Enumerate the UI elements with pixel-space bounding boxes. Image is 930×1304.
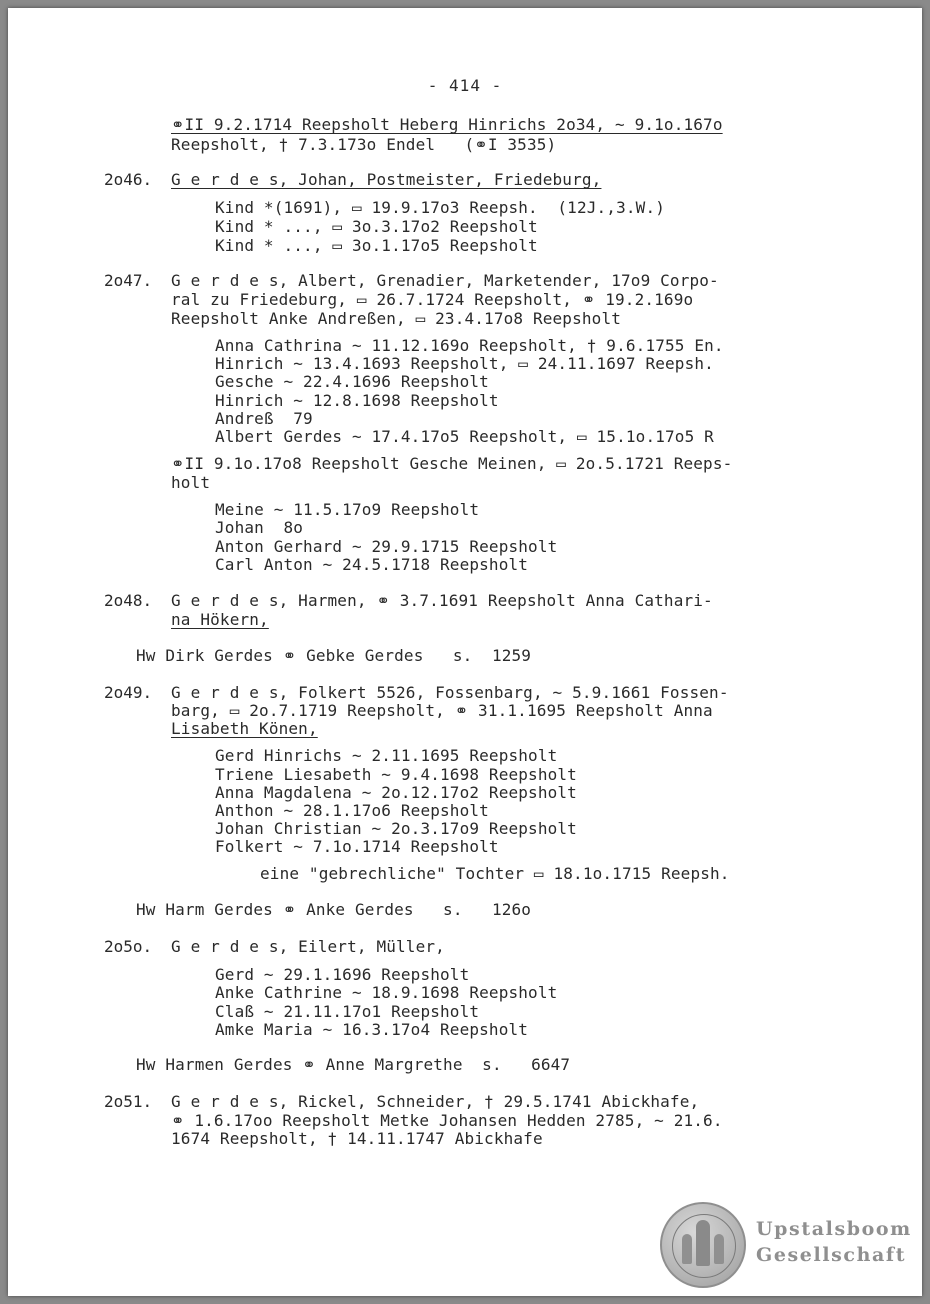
hw-reference: Hw Harmen Gerdes ⚭ Anne Margrethe s. 6647	[136, 1055, 571, 1074]
child-line: Triene Liesabeth ~ 9.4.1698 Reepsholt	[215, 765, 577, 784]
entry-heading: na Hökern,	[171, 610, 269, 629]
entry-number: 2o51.	[104, 1092, 153, 1111]
entry-heading: ral zu Friedeburg, ▭ 26.7.1724 Reepsholt, ⚭ 19.2.169o	[171, 290, 694, 309]
entry-heading: barg, ▭ 2o.7.1719 Reepsholt, ⚭ 31.1.1695 Reepsholt Anna	[171, 701, 713, 720]
page-number: - 414 -	[427, 76, 503, 95]
hw-reference: Hw Dirk Gerdes ⚭ Gebke Gerdes s. 1259	[136, 646, 532, 665]
org-name-line2: Gesellschaft	[756, 1244, 907, 1266]
marriage-line: ⚭II 9.1o.17o8 Reepsholt Gesche Meinen, ▭ 2o.5.1721 Reeps-	[171, 454, 733, 473]
child-line: Andreß 79	[215, 409, 313, 428]
marriage-line: holt	[171, 473, 211, 492]
entry-2045-line: ⚭II 9.2.1714 Reepsholt Heberg Hinrichs 2o34, ~ 9.1o.167o	[171, 115, 723, 134]
child-line: Anthon ~ 28.1.17o6 Reepsholt	[215, 801, 489, 820]
entry-heading: G e r d e s, Eilert, Müller,	[171, 937, 445, 956]
entry-heading: G e r d e s, Harmen, ⚭ 3.7.1691 Reepsholt Anna Cathari-	[171, 591, 713, 610]
child-line: Hinrich ~ 12.8.1698 Reepsholt	[215, 391, 499, 410]
child-line: Johan Christian ~ 2o.3.17o9 Reepsholt	[215, 819, 577, 838]
entry-heading: G e r d e s, Albert, Grenadier, Marketender, 17o9 Corpo-	[171, 271, 719, 290]
hw-reference: Hw Harm Gerdes ⚭ Anke Gerdes s. 126o	[136, 900, 532, 919]
child-line: Amke Maria ~ 16.3.17o4 Reepsholt	[215, 1020, 529, 1039]
child-line: Johan 8o	[215, 518, 304, 537]
child-line: Gesche ~ 22.4.1696 Reepsholt	[215, 372, 489, 391]
entry-number: 2o47.	[104, 271, 153, 290]
child-line: Claß ~ 21.11.17o1 Reepsholt	[215, 1002, 480, 1021]
seal-emblem-icon	[660, 1202, 746, 1288]
entry-heading: Reepsholt Anke Andreßen, ▭ 23.4.17o8 Reepsholt	[171, 309, 622, 328]
entry-heading: G e r d e s, Folkert 5526, Fossenbarg, ~ 5.9.1661 Fossen-	[171, 683, 729, 702]
child-line: Kind *(1691), ▭ 19.9.17o3 Reepsh. (12J.,3.W.)	[215, 198, 666, 217]
seal-figure-right	[714, 1234, 724, 1264]
child-line: Albert Gerdes ~ 17.4.17o5 Reepsholt, ▭ 15.1o.17o5 R	[215, 427, 714, 446]
entry-heading: 1674 Reepsholt, † 14.11.1747 Abickhafe	[171, 1129, 543, 1148]
child-line: Kind * ..., ▭ 3o.1.17o5 Reepsholt	[215, 236, 538, 255]
entry-heading: Lisabeth Könen,	[171, 719, 318, 738]
child-line: Anke Cathrine ~ 18.9.1698 Reepsholt	[215, 983, 558, 1002]
entry-number: 2o49.	[104, 683, 153, 702]
seal-figure-left	[682, 1234, 692, 1264]
entry-2045-line: Reepsholt, † 7.3.173o Endel (⚭I 3535)	[171, 135, 557, 154]
entry-number: 2o48.	[104, 591, 153, 610]
seal-figure-center	[696, 1220, 710, 1266]
child-line: Carl Anton ~ 24.5.1718 Reepsholt	[215, 555, 529, 574]
entry-heading: G e r d e s, Johan, Postmeister, Friedeburg,	[171, 170, 602, 189]
entry-number: 2o46.	[104, 170, 153, 189]
child-line: Anton Gerhard ~ 29.9.1715 Reepsholt	[215, 537, 558, 556]
document-page	[8, 8, 922, 1296]
child-line: Gerd Hinrichs ~ 2.11.1695 Reepsholt	[215, 746, 558, 765]
entry-number: 2o5o.	[104, 937, 153, 956]
child-line: Anna Cathrina ~ 11.12.169o Reepsholt, † 9.6.1755 En.	[215, 336, 724, 355]
entry-heading: ⚭ 1.6.17oo Reepsholt Metke Johansen Hedden 2785, ~ 21.6.	[171, 1111, 723, 1130]
child-line: Folkert ~ 7.1o.1714 Reepsholt	[215, 837, 499, 856]
child-line: Gerd ~ 29.1.1696 Reepsholt	[215, 965, 470, 984]
entry-heading: G e r d e s, Rickel, Schneider, † 29.5.1741 Abickhafe,	[171, 1092, 700, 1111]
child-line: Anna Magdalena ~ 2o.12.17o2 Reepsholt	[215, 783, 577, 802]
child-line: Meine ~ 11.5.17o9 Reepsholt	[215, 500, 480, 519]
register-text	[8, 8, 922, 1296]
org-name-line1: Upstalsboom	[756, 1218, 912, 1240]
child-line: Hinrich ~ 13.4.1693 Reepsholt, ▭ 24.11.1697 Reepsh.	[215, 354, 714, 373]
child-line: Kind * ..., ▭ 3o.3.17o2 Reepsholt	[215, 217, 538, 236]
note-line: eine "gebrechliche" Tochter ▭ 18.1o.1715 Reepsh.	[260, 864, 730, 883]
